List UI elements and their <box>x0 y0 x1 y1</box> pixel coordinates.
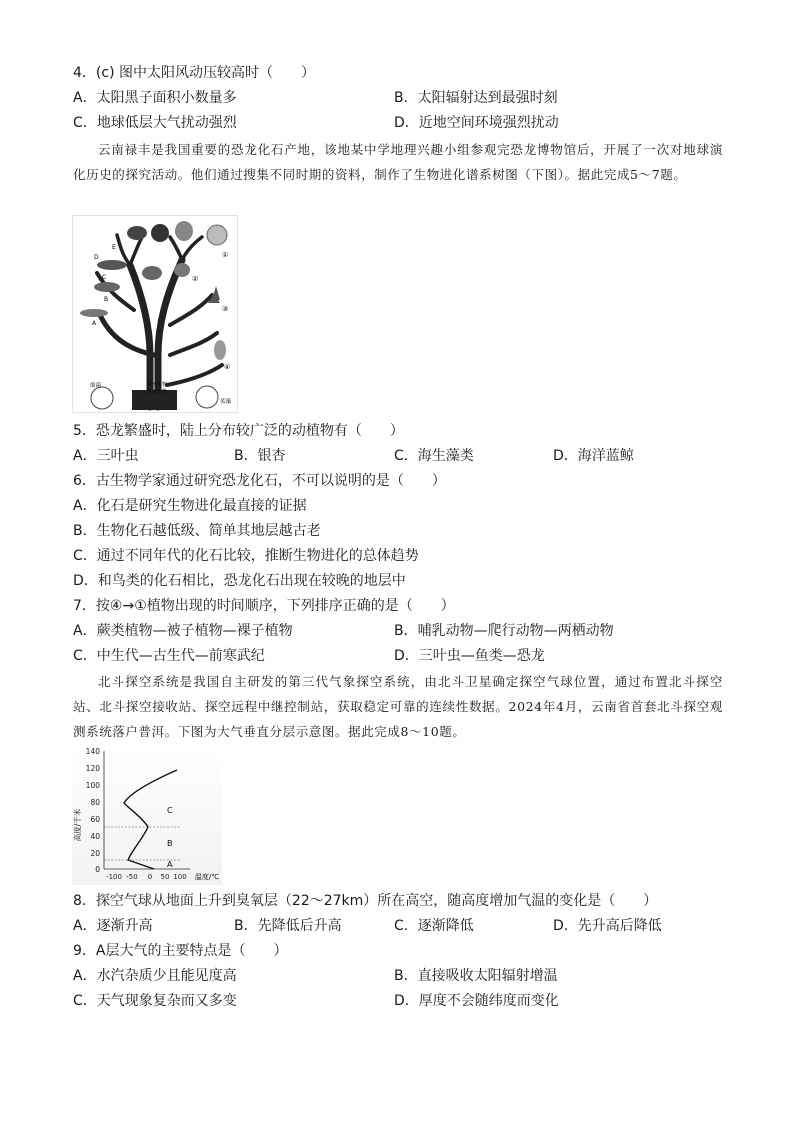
chart-ytick-80: 80 <box>90 798 100 807</box>
q4-option-a: A．太阳黑子面积小数量多 <box>73 90 237 106</box>
tree-label-prokaryote: 原核生物 <box>147 389 168 395</box>
q6-stem: 6．古生物学家通过研究恐龙化石，不可以说明的是（ ） <box>73 473 446 489</box>
q4-stem: 4．(c) 图中太阳风动压较高时（ ） <box>73 65 315 81</box>
chart-xlabel: 温度/℃ <box>194 873 220 881</box>
q9-stem: 9．A层大气的主要特点是（ ） <box>73 943 288 959</box>
q7-option-c: C．中生代—古生代—前寒武纪 <box>73 648 265 664</box>
chart-layer-c: C <box>167 806 173 815</box>
chart-xtick-100: 100 <box>173 873 187 881</box>
tree-label-d: D <box>94 254 99 261</box>
chart-xtick-m100: -100 <box>106 873 122 881</box>
tree-label-1: ① <box>222 251 229 259</box>
chart-ytick-60: 60 <box>90 815 100 824</box>
tree-label-cyanobacteria: 蓝藻 <box>220 399 232 405</box>
q4-option-c: C．地球低层大气扰动强烈 <box>73 115 237 131</box>
q9-option-b: B．直接吸收太阳辐射增温 <box>394 968 558 984</box>
q5-option-a: A．三叶虫 <box>73 448 139 464</box>
q6-option-c: C．通过不同年代的化石比较，推断生物进化的总体趋势 <box>73 548 419 564</box>
atmosphere-layers-chart <box>72 745 222 885</box>
chart-layer-b: B <box>167 839 173 848</box>
chart-layer-a: A <box>167 860 173 869</box>
tree-label-b: B <box>104 296 109 303</box>
q4-option-d: D．近地空间环境强烈扰动 <box>394 115 559 131</box>
q9-option-a: A．水汽杂质少且能见度高 <box>73 968 237 984</box>
chart-xtick-50: 50 <box>160 873 170 881</box>
q7-stem: 7．按④→①植物出现的时间顺序，下列排序正确的是（ ） <box>73 598 455 614</box>
tree-label-4: ④ <box>224 363 231 371</box>
tree-label-2: ② <box>192 275 199 283</box>
tree-label-a: A <box>92 320 97 327</box>
chart-ytick-140: 140 <box>85 747 100 756</box>
q6-option-a: A．化石是研究生物进化最直接的证据 <box>73 498 307 514</box>
q9-option-c: C．天气现象复杂而又多变 <box>73 993 237 1009</box>
q7-option-b: B．哺乳动物—爬行动物—两栖动物 <box>394 623 614 639</box>
tree-label-bacteria: 细菌 <box>90 383 102 389</box>
q8-stem: 8．探空气球从地面上升到臭氧层（22～27km）所在高空，随高度增加气温的变化是（ ） <box>73 893 658 909</box>
chart-ytick-20: 20 <box>90 849 100 858</box>
q5-stem: 5．恐龙繁盛时，陆上分布较广泛的动植物有（ ） <box>73 423 404 439</box>
q9-option-d: D．厚度不会随纬度而变化 <box>394 993 559 1009</box>
q8-option-c: C．逐渐降低 <box>394 918 474 934</box>
q6-option-d: D．和鸟类的化石相比，恐龙化石出现在较晚的地层中 <box>73 573 406 589</box>
q5-option-b: B．银杏 <box>234 448 286 464</box>
chart-ytick-120: 120 <box>85 764 100 773</box>
evolution-tree-figure <box>72 215 238 413</box>
chart-ytick-40: 40 <box>90 832 100 841</box>
q8-option-d: D．先升高后降低 <box>553 918 662 934</box>
q8-option-b: B．先降低后升高 <box>234 918 342 934</box>
chart-ytick-0: 0 <box>95 865 100 874</box>
chart-xtick-m50: -50 <box>126 873 138 881</box>
q5-option-d: D．海洋蓝鲸 <box>553 448 634 464</box>
q7-option-a: A．蕨类植物—被子植物—裸子植物 <box>73 623 293 639</box>
chart-ytick-100: 100 <box>85 781 100 790</box>
q5-option-c: C．海生藻类 <box>394 448 474 464</box>
q8-option-a: A．逐渐升高 <box>73 918 153 934</box>
tree-label-e: E <box>112 244 116 251</box>
passage-fossil: 云南禄丰是我国重要的恐龙化石产地，该地某中学地理兴趣小组参观完恐龙博物馆后，开展了一次对地球演化历史的探究活动。他们通过搜集不同时期的资料，制作了生物进化谱系树图（下图）。据此完成5～7题。 <box>73 142 723 182</box>
q6-option-b: B．生物化石越低级、简单其地层越古老 <box>73 523 321 539</box>
chart-xtick-0: 0 <box>147 873 153 881</box>
chart-ylabel: 高度/千米 <box>73 808 82 842</box>
tree-label-eukaryote: 真核生物 <box>147 382 168 388</box>
q7-option-d: D．三叶虫—鱼类—恐龙 <box>394 648 545 664</box>
tree-label-c: C <box>102 274 107 281</box>
tree-label-3: ③ <box>222 305 229 313</box>
passage-beidou: 北斗探空系统是我国自主研发的第三代气象探空系统，由北斗卫星确定探空气球位置，通过布置北斗探空站、北斗探空接收站、探空远程中继控制站，获取稳定可靠的连续性数据。2024年4月，云南省首套北斗探空观测系统落户普洱。下图为大气垂直分层示意图。据此完成8～10题。 <box>73 674 723 739</box>
q4-option-b: B．太阳辐射达到最强时刻 <box>394 90 558 106</box>
